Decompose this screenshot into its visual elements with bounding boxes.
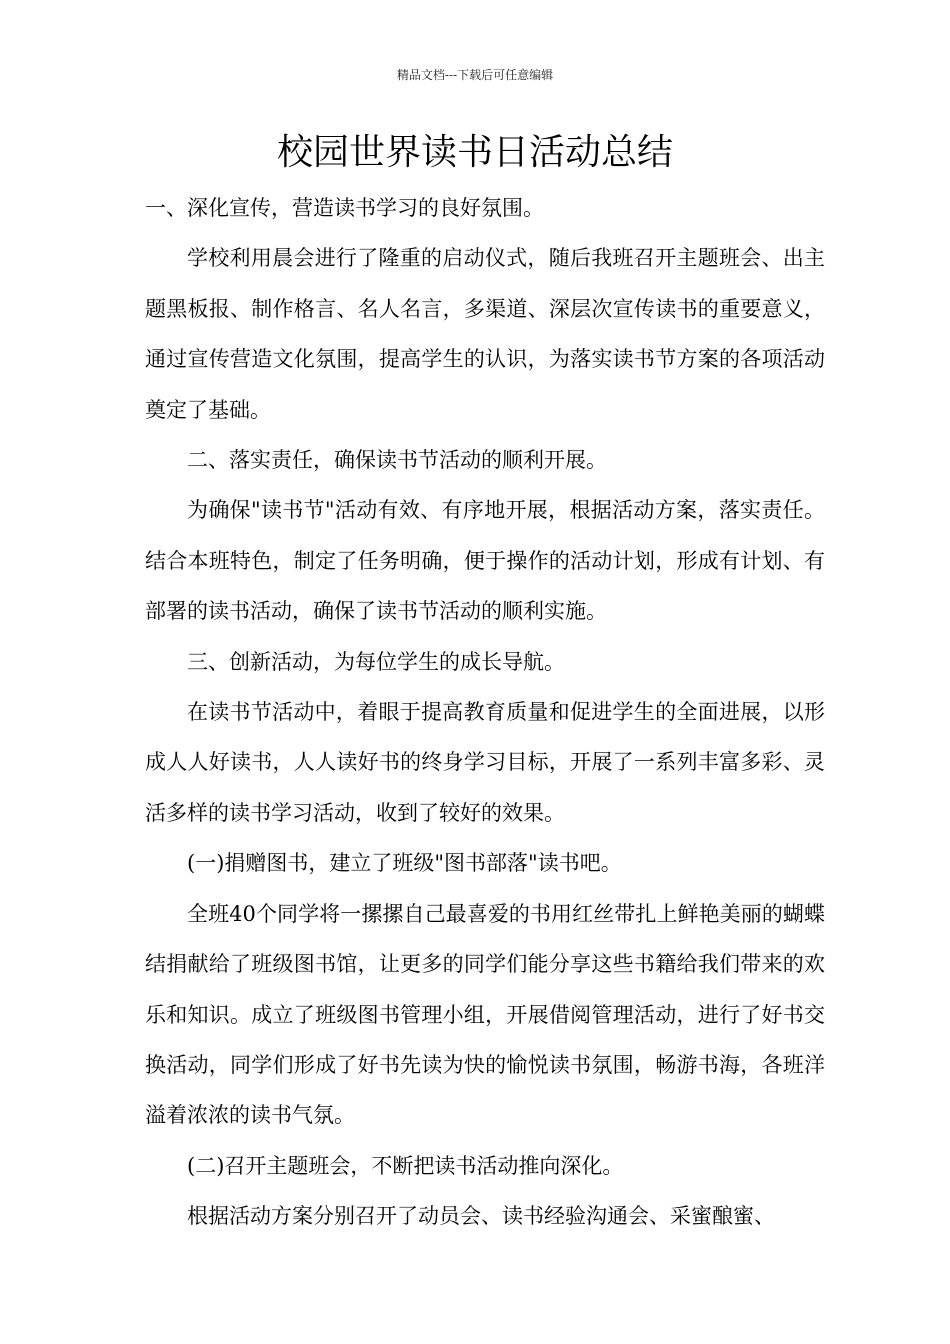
paragraph: 学校利用晨会进行了隆重的启动仪式，随后我班召开主题班会、出主题黑板报、制作格言、名人名言，多渠道、深层次宣传读书的重要意义，通过宣传营造文化氛围，提高学生的认识，为落实读书节方案的各项活动奠定了基础。 (145, 246, 825, 422)
paragraph: 二、落实责任，确保读书节活动的顺利开展。 (187, 448, 607, 473)
document-body (145, 183, 825, 1242)
document-title: 校园世界读书日活动总结 (276, 132, 673, 173)
paragraph: 一、深化宣传，营造读书学习的良好氛围。 (145, 196, 544, 220)
paragraph: (二)召开主题班会，不断把读书活动推向深化。 (187, 1153, 624, 1178)
paragraph: 在读书节活动中，着眼于提高教育质量和促进学生的全面进展，以形成人人好读书，人人读好书的终身学习目标，开展了一系列丰富多彩、灵活多样的读书学习活动，收到了较好的效果。 (145, 700, 825, 825)
paragraph: 全班40个同学将一摞摞自己最喜爱的书用红丝带扎上鲜艳美丽的蝴蝶结捐献给了班级图书馆，让更多的同学们能分享这些书籍给我们带来的欢乐和知识。成立了班级图书管理小组，开展借阅管理活动，进行了好书交换活动，同学们形成了好书先读为快的愉悦读书氛围，畅游书海，各班洋溢着浓浓的读书气氛。 (145, 901, 825, 1128)
paragraph: 根据活动方案分别召开了动员会、读书经验沟通会、采蜜酿蜜、 (187, 1204, 775, 1229)
paragraph: (一)捐赠图书，建立了班级"图书部落"读书吧。 (187, 851, 622, 876)
paragraph: 为确保"读书节"活动有效、有序地开展，根据活动方案，落实责任。结合本班特色，制定了任务明确，便于操作的活动计划，形成有计划、有部署的读书活动，确保了读书节活动的顺利实施。 (145, 498, 825, 624)
page-header: 精品文档---下载后可任意编辑 (396, 68, 554, 82)
paragraph: 三、创新活动，为每位学生的成长导航。 (187, 649, 565, 674)
